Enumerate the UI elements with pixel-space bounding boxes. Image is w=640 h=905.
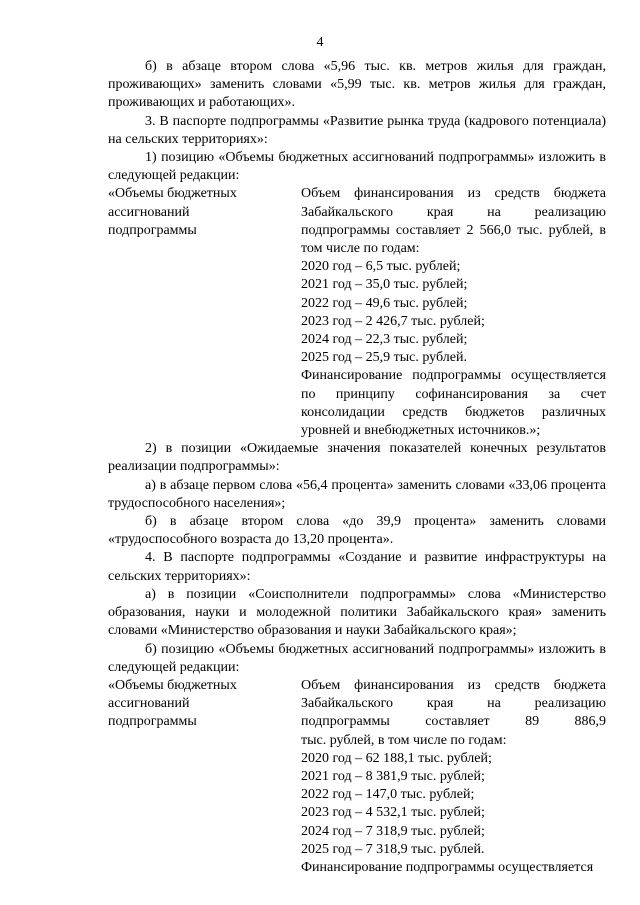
budget-table-2-year-2022: 2022 год – 147,0 тыс. рублей; bbox=[301, 787, 475, 803]
budget-table-1-year-2023: 2023 год – 2 426,7 тыс. рублей; bbox=[301, 313, 485, 329]
budget-table-2-year-2020: 2020 год – 62 188,1 тыс. рублей; bbox=[301, 750, 492, 766]
budget-table-1-year-2021: 2021 год – 35,0 тыс. рублей; bbox=[301, 277, 468, 293]
budget-table-1-year-2024: 2024 год – 22,3 тыс. рублей; bbox=[301, 332, 468, 348]
budget-table-2-value bbox=[301, 677, 606, 877]
budget-table-2 bbox=[108, 677, 606, 877]
budget-table-1-outro: Финансирование подпрограммы осуществляется по принципу софинансирования за счет консолидации средств бюджетов различных уровней и внебюджетных источников.»; bbox=[301, 368, 606, 439]
document-body bbox=[108, 58, 606, 877]
budget-table-1-value bbox=[301, 185, 606, 440]
paragraph-b-second-abzac: б) в абзаце втором слова «до 39,9 процента» заменить словами «трудоспособного возраста до 13,20 процента». bbox=[108, 514, 606, 548]
budget-table-2-year-2021: 2021 год – 8 381,9 тыс. рублей; bbox=[301, 768, 485, 784]
paragraph-2-expected-results: 2) в позиции «Ожидаемые значения показателей конечных результатов реализации подпрограммы»: bbox=[108, 441, 606, 475]
paragraph-4-infrastructure: 4. В паспорте подпрограммы «Создание и развитие инфраструктуры на сельских территориях»: bbox=[108, 550, 606, 584]
budget-table-2-label: «Объемы бюджетных ассигнований подпрограммы bbox=[108, 677, 237, 730]
budget-table-2-intro-end: тыс. рублей, в том числе по годам: bbox=[301, 732, 507, 748]
budget-table-2-intro: Объем финансирования из средств бюджета Забайкальского края на реализацию подпрограммы составляет 89 886,9 bbox=[301, 677, 606, 730]
budget-table-1-year-2020: 2020 год – 6,5 тыс. рублей; bbox=[301, 259, 461, 275]
budget-table-1-year-2025: 2025 год – 25,9 тыс. рублей. bbox=[301, 350, 467, 366]
paragraph-3-labor-market: 3. В паспорте подпрограммы «Развитие рынка труда (кадрового потенциала) на сельских территориях»: bbox=[108, 113, 606, 147]
paragraph-a-coexecutors: а) в позиции «Соисполнители подпрограммы» слова «Министерство образования, науки и молодежной политики Забайкальского края» заменить словами «Министерство образования и науки Забайкальского края»; bbox=[108, 586, 606, 639]
budget-table-1-intro: Объем финансирования из средств бюджета Забайкальского края на реализацию подпрограммы составляет 2 566,0 тыс. рублей, в том числе по годам: bbox=[301, 186, 606, 257]
budget-table-1 bbox=[108, 185, 606, 440]
paragraph-a-first-abzac: а) в абзаце первом слова «56,4 процента» заменить словами «33,06 процента трудоспособного населения»; bbox=[108, 477, 606, 511]
budget-table-1-label: «Объемы бюджетных ассигнований подпрограммы bbox=[108, 186, 237, 238]
page-number: 4 bbox=[316, 35, 324, 50]
paragraph-b-budget-position: б) позицию «Объемы бюджетных ассигнований подпрограммы» изложить в следующей редакции: bbox=[108, 641, 606, 675]
paragraph-1-budget-position: 1) позицию «Объемы бюджетных ассигнований подпрограммы» изложить в следующей редакции: bbox=[108, 150, 606, 184]
budget-table-2-outro: Финансирование подпрограммы осуществляется bbox=[301, 859, 594, 875]
budget-table-1-year-2022: 2022 год – 49,6 тыс. рублей; bbox=[301, 295, 468, 311]
paragraph-b-housing: б) в абзаце втором слова «5,96 тыс. кв. метров жилья для граждан, проживающих» заменить словами «5,99 тыс. кв. метров жилья для граждан, проживающих и работающих». bbox=[108, 59, 606, 111]
budget-table-2-year-2023: 2023 год – 4 532,1 тыс. рублей; bbox=[301, 805, 485, 821]
budget-table-2-year-2024: 2024 год – 7 318,9 тыс. рублей; bbox=[301, 823, 485, 839]
budget-table-2-year-2025: 2025 год – 7 318,9 тыс. рублей. bbox=[301, 841, 485, 857]
